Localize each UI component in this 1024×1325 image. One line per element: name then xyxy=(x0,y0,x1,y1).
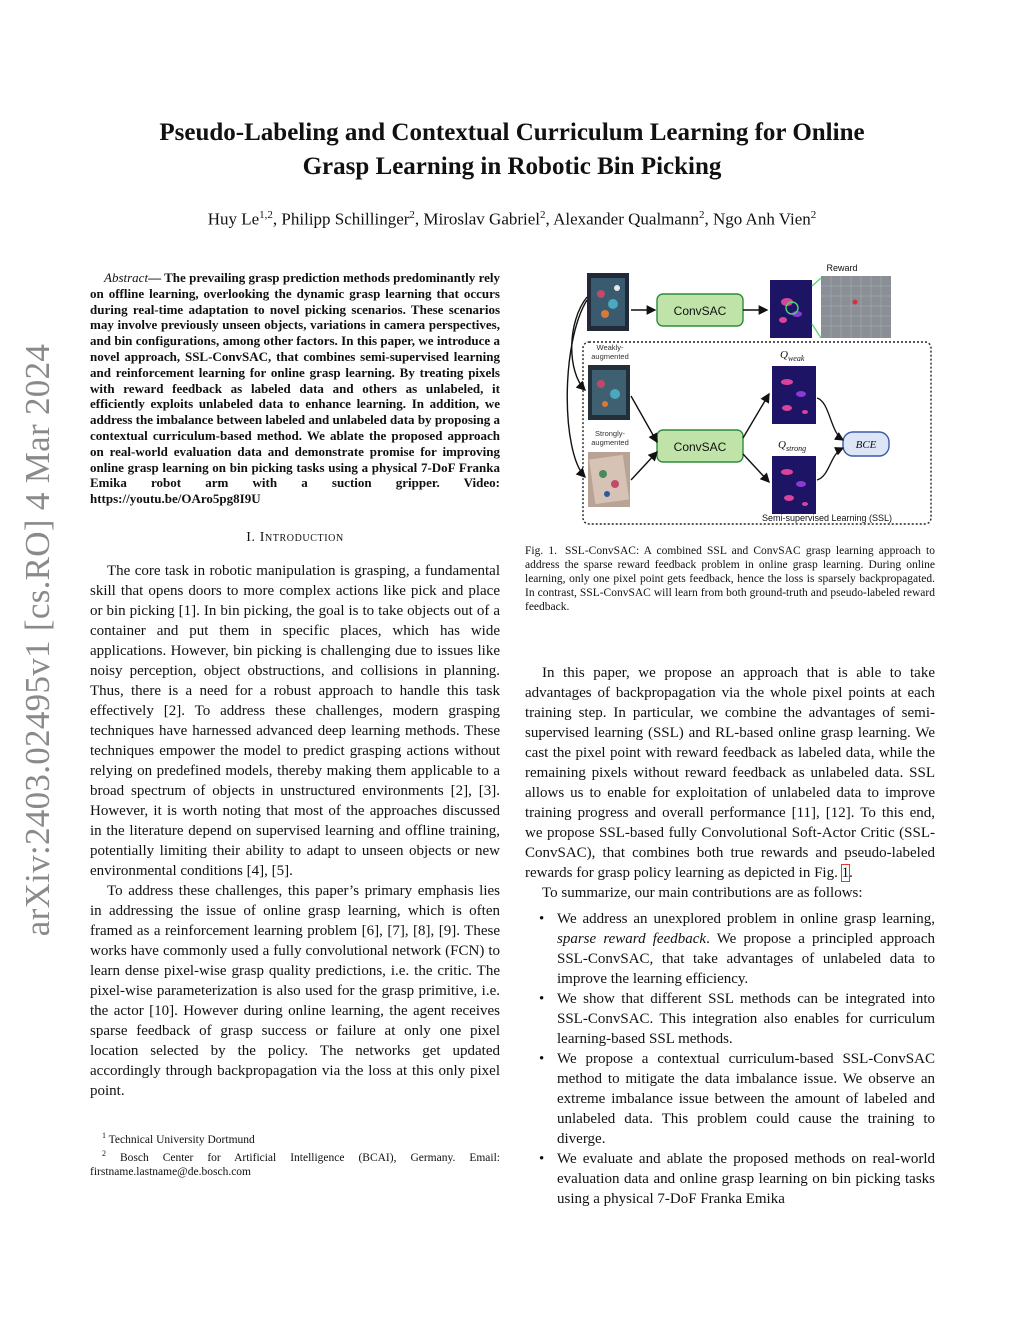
arrow-qstrong-to-bce xyxy=(817,448,843,480)
strong-aug-label-2: augmented xyxy=(591,438,629,447)
abstract-label: Abstract xyxy=(104,270,149,285)
caption-text: SSL-ConvSAC: A combined SSL and ConvSAC grasp learning approach to address the sparse reward feedback problem in online grasp learning. During online learning, only one pixel point gets feedback, hence the loss is sparsely backpropagated. In contrast, SSL-ConvSAC will learn from both ground-truth and pseudo-labeled reward feedback. xyxy=(525,545,935,613)
bce-label: BCE xyxy=(855,439,877,451)
intro-paragraph-2: To address these challenges, this paper’s primary emphasis lies in addressing the issue of online grasp learning, which is often framed as a reinforcement learning problem [6], [7], [8], [9]. These works have commonly used a fully convolutional network (FCN) to learn dense pixel-wise grasp quality predictions, i.e. the critic. The pixel-wise parameterization is also used for the grasp primitive, i.e. the actor [10]. However during online learning, the agent receives sparse feedback of grasp success or failure at only one pixel location selected by the policy. The networks get updated accordingly through backpropagation via the loss at this only pixel point. xyxy=(90,882,500,1099)
author-affiliation: 2 xyxy=(540,209,546,221)
list-item xyxy=(525,909,935,989)
ssl-label: Semi-supervised Learning (SSL) xyxy=(761,513,893,523)
right-body xyxy=(525,663,935,1209)
arrow-strong-to-convsac xyxy=(631,452,657,480)
abstract-text: The prevailing grasp prediction methods predominantly rely on offline learning, overlooking the dynamic grasp learning that occurs during real-time adaptation to novel picking scenarios. These scenarios may involve previously unseen objects, variations in camera perspectives, and bin configurations, among other factors. In this paper, we introduce a novel approach, SSL-ConvSAC, that combines semi-supervised learning and reinforcement learning for online grasp learning. By treating pixels with reward feedback as labeled data and others as unlabeled, it efficiently exploits unlabeled data to enhance learning. In addition, we address the imbalance between labeled and unlabeled data by proposing a contextual curriculum-based method. We ablate the proposed approach on real-world evaluation data and demonstrate promise for improving online grasp learning on bin picking tasks using a physical 7-DoF Franka Emika robot arm with a suction gripper. Video: https://youtu.be/OAro5pg8I9U xyxy=(90,270,500,507)
arrow-convsac-to-qstrong xyxy=(743,454,769,482)
zoom-line-top xyxy=(812,278,821,286)
bullet-icon: • xyxy=(539,1051,545,1067)
author-separator: , xyxy=(414,209,424,229)
author-affiliation: 2 xyxy=(698,209,705,221)
paragraph-text: In this paper, we propose an approach that is able to take advantages of backpropagation via the whole pixel points at each training step. In particular, we combine the advantages of semi-supervised learning (SSL) and RL-based online grasp learning. We cast the pixel point with reward feedback as labeled data, while the remaining pixels without reward feedback as unlabeled data. SSL allows us to enable for exploitation of unlabeled data to improve training progress and overall performance [11], [12]. To this end, we propose SSL-based fully Convolutional Soft-Actor Critic (SSL-ConvSAC), that combines both true rewards and pseudo-labeled rewards for grasp policy learning as depicted in Fig. xyxy=(525,665,935,881)
footnote-mark: 1 xyxy=(102,1130,106,1140)
section-heading-introduction xyxy=(90,530,500,546)
author-separator: , xyxy=(704,209,713,229)
caption-label: Fig. 1. xyxy=(525,545,558,557)
paper-title xyxy=(100,116,924,184)
author-affiliation: 2 xyxy=(409,209,415,221)
author: Alexander Qualmann xyxy=(553,209,699,229)
abstract xyxy=(90,270,500,507)
bullet-icon: • xyxy=(539,991,545,1007)
contributions-list xyxy=(525,909,935,1209)
q-strong-subscript: strong xyxy=(785,444,807,453)
title-line-2: Grasp Learning in Robotic Bin Picking xyxy=(302,153,722,180)
footnotes xyxy=(90,1129,500,1179)
weak-aug-image-icon xyxy=(588,365,630,420)
convsac-label-bottom: ConvSAC xyxy=(673,440,727,454)
q-weak-label xyxy=(780,349,805,363)
q-heatmap-top xyxy=(770,280,812,338)
figure-caption xyxy=(525,544,935,614)
reward-label: Reward xyxy=(826,263,858,273)
footnote-1 xyxy=(90,1129,500,1147)
author-affiliation: 2 xyxy=(810,209,817,221)
bullet-icon: • xyxy=(539,1151,545,1167)
footnote-mark: 2 xyxy=(102,1148,106,1158)
arrow-convsac-to-qweak xyxy=(743,394,769,438)
weak-aug-label: Weakly- xyxy=(596,343,624,352)
figure-reference-link[interactable]: 1 xyxy=(841,865,850,881)
paragraph-end: . xyxy=(849,865,853,881)
author-list xyxy=(100,209,924,230)
zoom-line-bottom xyxy=(812,324,821,338)
list-item xyxy=(525,1049,935,1149)
q-strong-symbol: Q xyxy=(778,439,786,451)
q-strong-label xyxy=(778,439,806,453)
author-affiliation: 1,2 xyxy=(259,209,273,221)
q-strong-heatmap xyxy=(772,456,816,514)
author-separator: , xyxy=(545,209,554,229)
section-title: Introduction xyxy=(259,529,344,545)
weak-aug-label-2: augmented xyxy=(591,352,629,361)
left-column xyxy=(90,270,500,1179)
contribution-text: We propose a contextual curriculum-based SSL-ConvSAC method to mitigate the data imbalance issue. We observe an extreme imbalance issue between the amount of labeled and unlabeled data. This problem could cause the training to diverge. xyxy=(557,1051,935,1147)
input-image-icon xyxy=(587,273,629,331)
footnote-2 xyxy=(90,1147,500,1179)
arxiv-identifier: arXiv:2403.02495v1 [cs.RO] 4 Mar 2024 xyxy=(18,343,57,937)
q-weak-symbol: Q xyxy=(780,349,788,361)
arrow-qweak-to-bce xyxy=(817,398,843,440)
bullet-icon: • xyxy=(539,911,545,927)
abstract-dash: — xyxy=(148,270,165,285)
strong-aug-image-icon xyxy=(588,452,630,507)
author: Ngo Anh Vien xyxy=(712,209,811,229)
author: Philipp Schillinger xyxy=(281,209,410,229)
footnote-text: Technical University Dortmund xyxy=(108,1133,255,1146)
footnote-text: Bosch Center for Artificial Intelligence (BCAI), Germany. Email: firstname.lastname@de.bosch.com xyxy=(90,1151,500,1178)
ssl-convsac-diagram xyxy=(525,262,935,532)
contribution-text: We address an unexplored problem in online grasp learning, xyxy=(557,911,935,927)
contribution-text: . We propose a principled approach SSL-ConvSAC, that take advantages of unlabeled data to improve the learning efficiency. xyxy=(557,931,935,987)
contribution-text: We show that different SSL methods can be integrated into SSL-ConvSAC. This integration also enables for curriculum learning-based SSL methods. xyxy=(557,991,935,1047)
strong-aug-label: Strongly- xyxy=(594,429,626,438)
right-paragraph-1 xyxy=(525,663,935,883)
list-item xyxy=(525,989,935,1049)
figure-1 xyxy=(525,262,935,532)
author-separator: , xyxy=(272,209,282,229)
author: Huy Le xyxy=(207,209,260,229)
contribution-text: We evaluate and ablate the proposed methods on real-world evaluation data and online grasp learning on bin picking tasks using a physical 7-DoF Franka Emika xyxy=(557,1151,935,1207)
contribution-emphasis: sparse reward feedback xyxy=(557,931,707,947)
author: Miroslav Gabriel xyxy=(423,209,541,229)
q-weak-subscript: weak xyxy=(787,354,805,363)
intro-paragraph-1: The core task in robotic manipulation is grasping, a fundamental skill that opens doors to more complex actions like pick and place or bin picking [1]. In bin picking, the goal is to take objects out of a container and put them in specific places, which has wide applications. However, bin picking is challenging due to issues like noisy perception, object obstructions, and collisions in planning. Thus, there is a need for a robust approach to handle this task effectively [2]. To address these challenges, modern grasping techniques have harnessed advanced deep learning methods. These techniques empower the model to predict grasping actions without relying on predefined models, thereby making them applicable to a broad spectrum of objects in unstructured environments [2], [3]. However, it is worth noting that most of the approaches discussed in the literature depend on supervised learning and offline training, potentially limiting their ability to adapt to unseen objects or new environmental conditions [4], [5]. xyxy=(90,562,500,879)
reward-map-icon xyxy=(821,276,891,338)
arrow-weak-to-convsac xyxy=(631,396,657,442)
convsac-label-top: ConvSAC xyxy=(673,304,727,318)
q-weak-heatmap xyxy=(772,366,816,424)
list-item xyxy=(525,1149,935,1209)
right-column xyxy=(525,262,935,1209)
section-numeral: I. xyxy=(246,529,260,545)
summary-line: To summarize, our main contributions are as follows: xyxy=(542,885,863,901)
title-line-1: Pseudo-Labeling and Contextual Curriculum Learning for Online xyxy=(159,119,865,146)
